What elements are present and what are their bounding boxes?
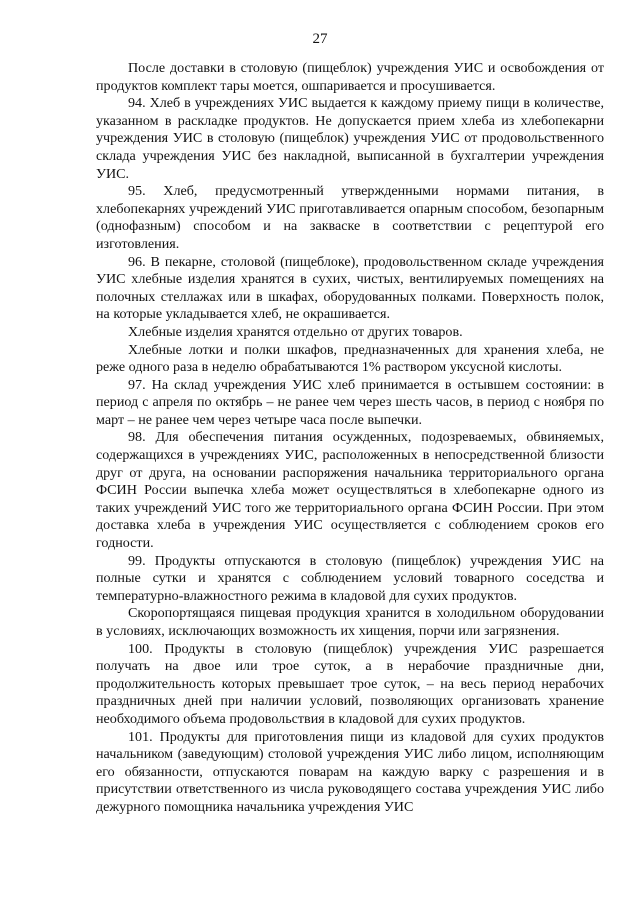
paragraph: 95. Хлеб, предусмотренный утвержденными нормами питания, в хлебопекарнях учреждений УИС приготавливается опарным способом, безопарным (однофазным) способом и на закваске в соответствии с рецептурой его изготовления. (96, 183, 604, 252)
paragraph: 98. Для обеспечения питания осужденных, подозреваемых, обвиняемых, содержащихся в учреждениях УИС, расположенных в непосредственной близости друг от друга, на основании распоряжения начальника территориального органа ФСИН России выпечка хлеба может осуществляться в хлебопекарне одного из таких учреждений УИС того же территориального органа ФСИН России. При этом доставка хлеба в учреждения УИС осуществляется с соблюдением сроков его годности. (96, 429, 604, 552)
paragraph: Хлебные лотки и полки шкафов, предназначенных для хранения хлеба, не реже одного раза в неделю обрабатываются 1% раствором уксусной кислоты. (96, 341, 604, 376)
paragraph: 96. В пекарне, столовой (пищеблоке), продовольственном складе учреждения УИС хлебные изделия хранятся в сухих, чистых, вентилируемых помещениях на полочных стеллажах или в шкафах, оборудованных полками. Поверхность полок, на которые укладывается хлеб, не окрашивается. (96, 253, 604, 323)
paragraph: 99. Продукты отпускаются в столовую (пищеблок) учреждения УИС на полные сутки и хранятся с соблюдением условий товарного соседства и температурно-влажностного режима в кладовой для сухих продуктов. (96, 552, 604, 604)
paragraph: 101. Продукты для приготовления пищи из кладовой для сухих продуктов начальником (заведующим) столовой учреждения УИС либо лицом, исполняющим его обязанности, отпускаются поварам на каждую варку с разрешения и в присутствии ответственного из числа руководящего состава учреждения УИС либо дежурного помощника начальника учреждения УИС (96, 728, 604, 815)
paragraph: 97. На склад учреждения УИС хлеб принимается в остывшем состоянии: в период с апреля по октябрь – не ранее чем через шесть часов, в период с ноября по март – не ранее чем через четыре часа после выпечки. (96, 376, 604, 428)
paragraph: После доставки в столовую (пищеблок) учреждения УИС и освобождения от продуктов комплект тары моется, ошпаривается и просушивается. (96, 60, 604, 94)
paragraph: 100. Продукты в столовую (пищеблок) учреждения УИС разрешается получать на двое или трое суток, а в нерабочие праздничные дни, продолжительность которых превышает трое суток, – на весь период нерабочих праздничных дней при наличии условий, позволяющих организовать хранение необходимого объема продовольствия в кладовой для сухих продуктов. (96, 640, 604, 727)
document-body (96, 60, 604, 817)
page-number: 27 (312, 31, 328, 47)
paragraph: Скоропортящаяся пищевая продукция хранится в холодильном оборудовании в условиях, исключающих возможность их хищения, порчи или загрязнения. (96, 605, 604, 639)
paragraph: Хлебные изделия хранятся отдельно от других товаров. (128, 323, 463, 340)
paragraph: 94. Хлеб в учреждениях УИС выдается к каждому приему пищи в количестве, указанном в раскладке продуктов. Не допускается прием хлеба из хлебопекарни учреждения УИС в столовую (пищеблок) учреждения УИС от продовольственного склада учреждения УИС без накладной, выписанной в бухгалтерии учреждения УИС. (96, 95, 604, 182)
